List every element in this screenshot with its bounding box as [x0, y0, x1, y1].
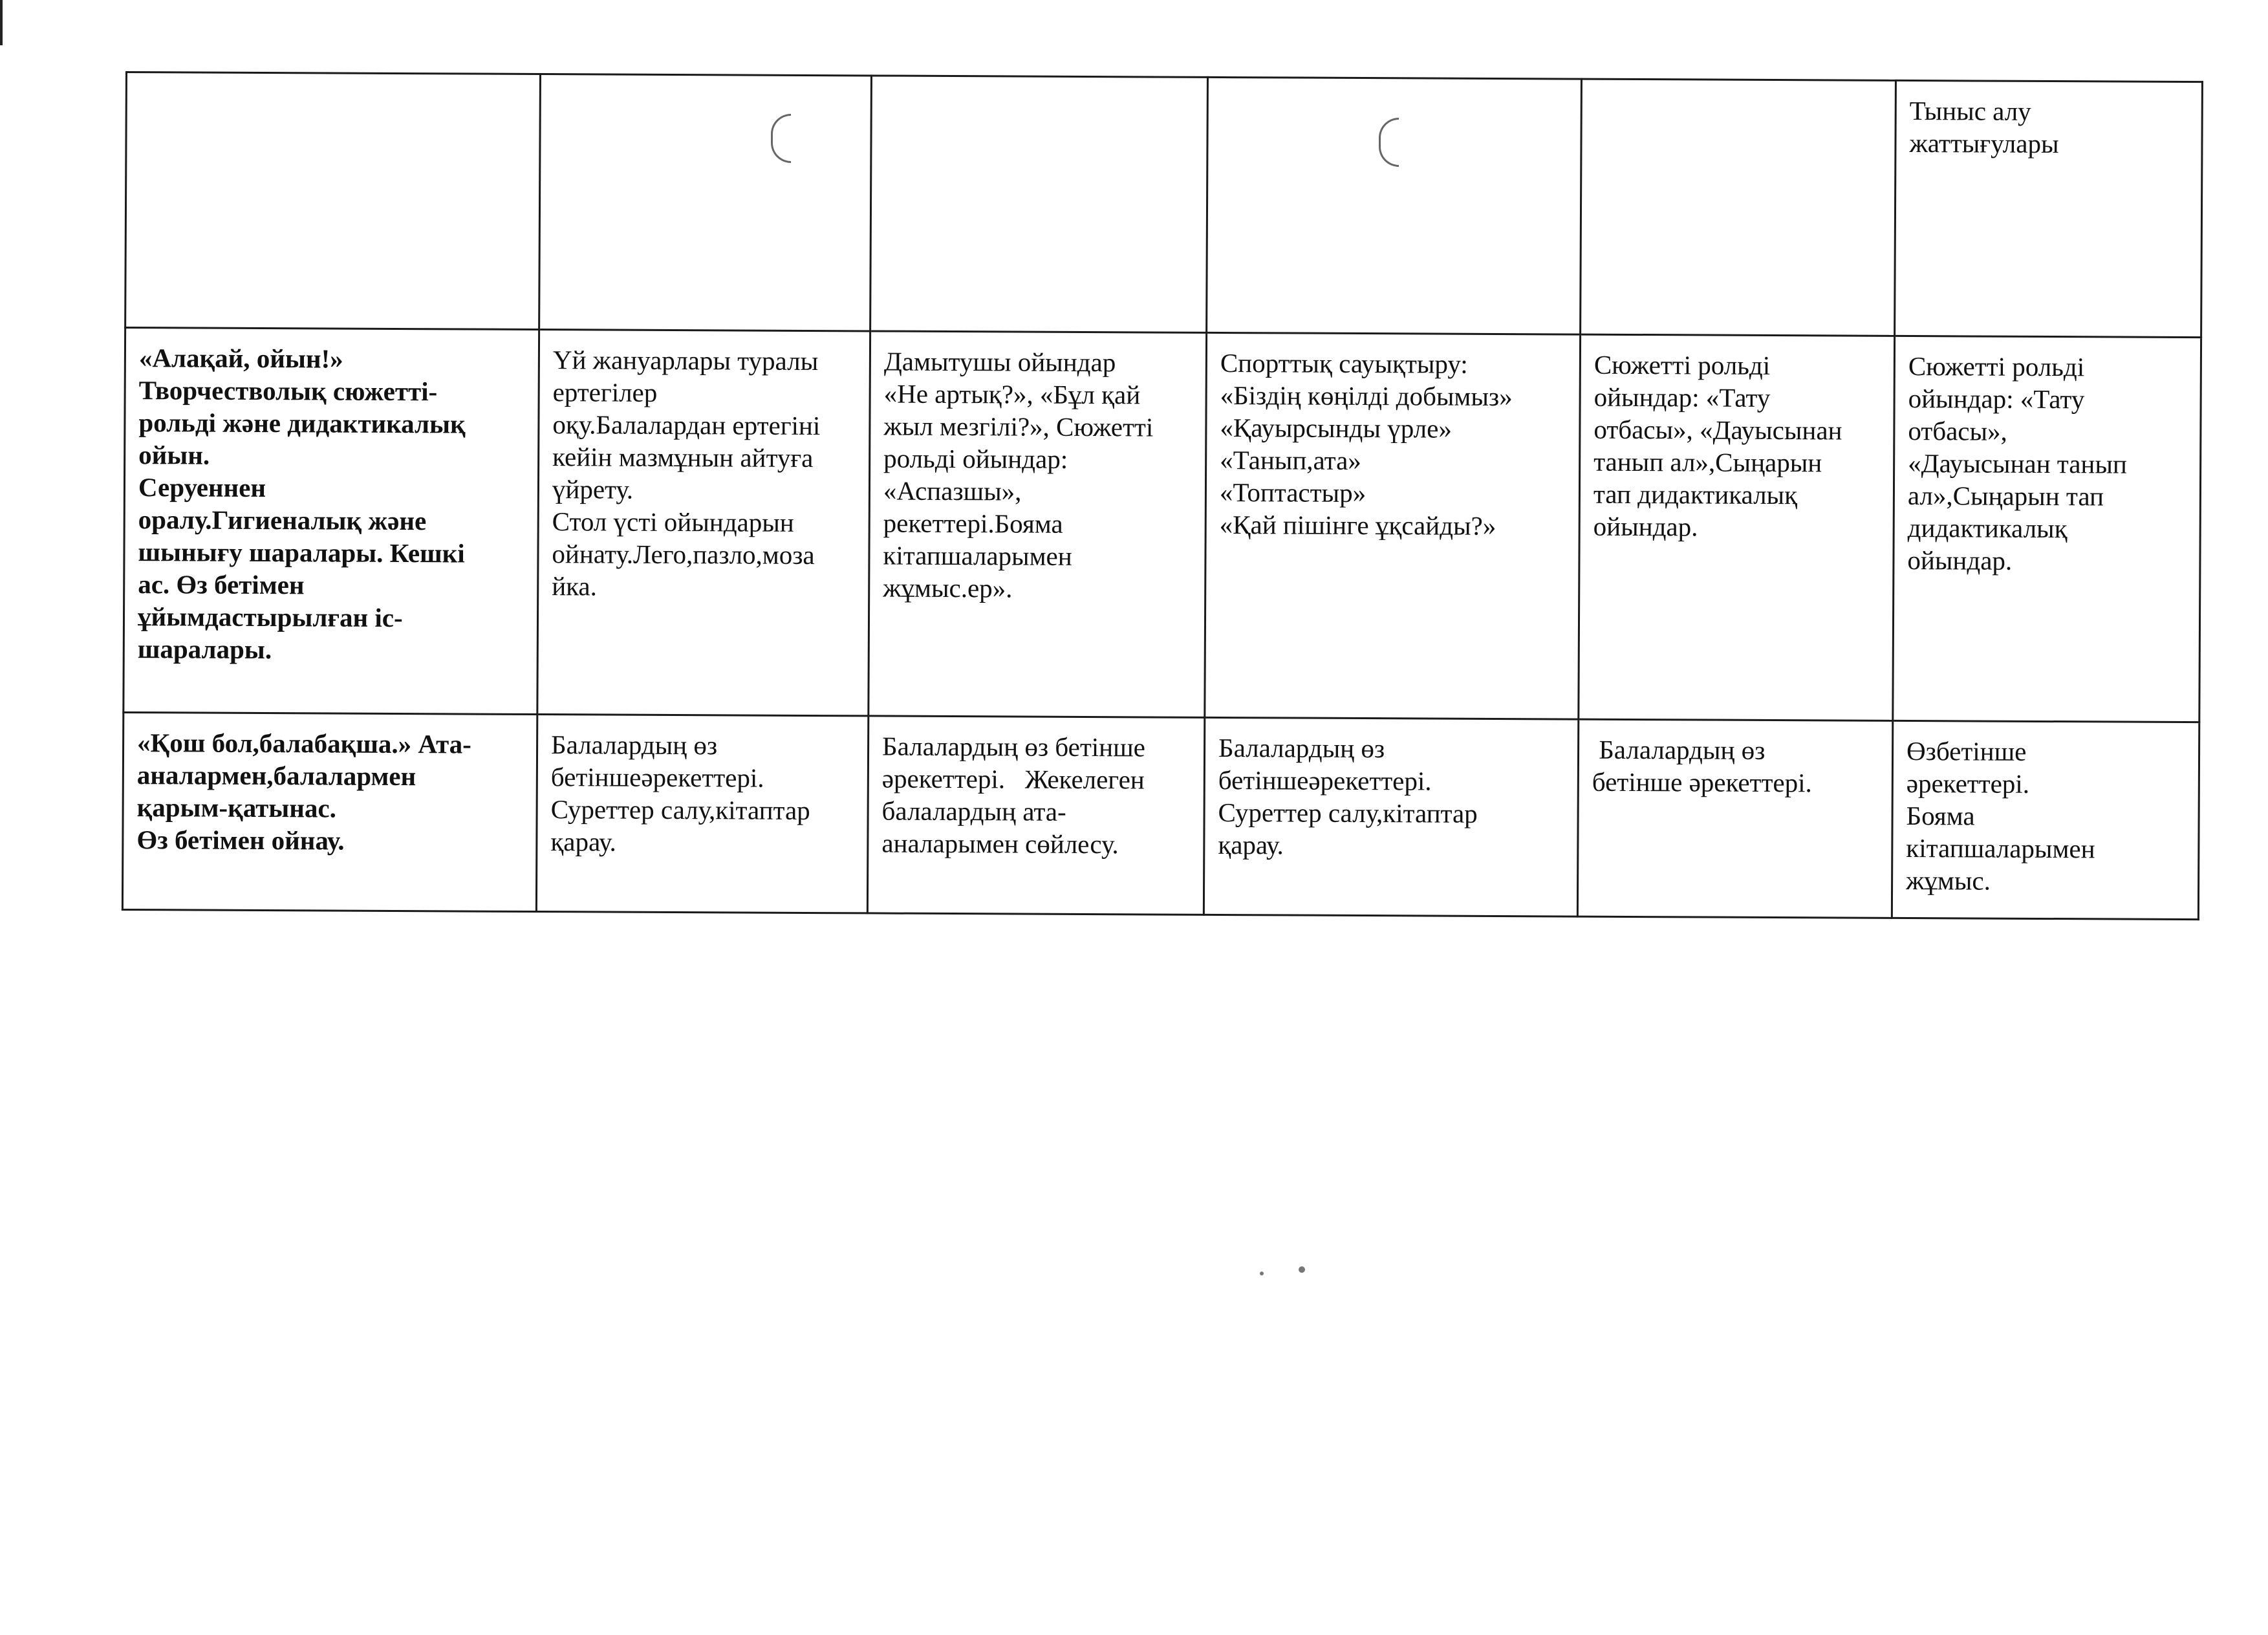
text-line: «Алақай, ойын!»	[138, 343, 343, 374]
text-line: рольді және дидактикалық	[138, 407, 466, 439]
text-line: кітапшаларымен	[1906, 832, 2095, 864]
text-line: «Топтастыр»	[1219, 477, 1366, 508]
cell-evening-tuesday	[869, 331, 1207, 717]
text-line: Балалардың өз бетінше	[881, 731, 1146, 763]
text-line: кітапшаларымен	[883, 540, 1072, 571]
text-line: «Дауысынан танып	[1908, 448, 2128, 479]
text-line: рекеттері.Бояма	[883, 508, 1063, 539]
text-line: үйрету.	[552, 474, 634, 504]
text-line: жыл мезгілі?», Сюжетті	[883, 411, 1154, 442]
table-row-evening-activities	[124, 328, 2201, 722]
cell-evening-monday	[537, 330, 870, 716]
text-line: жұмыс.	[1906, 865, 1991, 896]
text-line: Суреттер салу,кітаптар	[1218, 797, 1478, 828]
text-line: «Біздің көңілді добымыз»	[1220, 380, 1513, 412]
text-line: Суреттер салу,кітаптар	[550, 794, 810, 826]
table-row-farewell	[122, 712, 2199, 919]
text-line: Дамытушы ойындар	[883, 346, 1116, 378]
text-line: қарау.	[1218, 829, 1284, 860]
cell-farewell-wednesday	[1204, 717, 1578, 916]
page-edge-mark	[0, 0, 3, 45]
text-line: «Қай пішінге ұқсайды?»	[1219, 509, 1496, 541]
text-line: ойын.	[138, 440, 210, 470]
text-line: Тыныс алу	[1909, 96, 2031, 126]
header-cell-empty	[870, 76, 1208, 332]
text-line: рольді ойындар:	[883, 443, 1068, 474]
row-title-evening	[124, 328, 539, 715]
text-line: қарым-қатынас.	[136, 792, 337, 823]
text-line: бетіншеәрекеттері.	[550, 762, 764, 793]
text-line: «Аспазшы»,	[883, 475, 1022, 506]
text-line: қарау.	[550, 827, 616, 857]
text-line: жұмыс.ер».	[883, 572, 1013, 603]
scan-speck	[1299, 1266, 1305, 1273]
text-line: әрекеттері.	[1906, 768, 2030, 799]
text-line: Бояма	[1906, 800, 1975, 831]
text-line: шаралары.	[137, 634, 272, 665]
text-line: Балалардың өз	[1218, 732, 1385, 764]
cell-farewell-monday	[536, 715, 868, 913]
text-line: ал»,Сыңарын тап	[1907, 480, 2104, 512]
cell-evening-thursday	[1579, 334, 1895, 720]
text-line: Стол үсті ойындарын	[552, 506, 794, 537]
text-line: Балалардың өз	[550, 730, 718, 761]
text-line: Үй жануарлары туралы	[552, 345, 819, 376]
scan-speck	[1260, 1272, 1264, 1275]
text-line: ойындар: «Тату	[1593, 382, 1771, 413]
daily-plan-table	[122, 71, 2203, 920]
row-title-farewell	[122, 712, 537, 911]
text-line: бетіншеәрекеттері.	[1218, 764, 1432, 796]
text-line: Сюжетті рольді	[1908, 351, 2085, 382]
header-cell-empty	[539, 74, 872, 331]
text-line: шынығу шаралары. Кешкі	[138, 537, 465, 568]
text-line: Өз бетімен ойнау.	[136, 825, 345, 856]
text-line: ертегілер	[552, 377, 658, 407]
header-cell-empty	[125, 72, 541, 330]
text-line: ойнату.Лего,пазло,моза	[552, 539, 815, 570]
text-line: ойындар.	[1593, 511, 1698, 542]
text-line: жаттығулары	[1909, 128, 2059, 159]
text-line: ас. Өз бетімен	[138, 569, 305, 600]
text-line: «Танып,ата»	[1220, 444, 1361, 476]
text-line: отбасы», «Дауысынан	[1593, 414, 1842, 446]
text-line: отбасы»,	[1908, 415, 2007, 446]
text-line: Балалардың өз	[1592, 734, 1766, 765]
text-line: танып ал»,Сыңарын	[1593, 446, 1822, 478]
text-line: Творчестволық сюжетті-	[138, 375, 438, 407]
text-line: Спорттық сауықтыру:	[1220, 347, 1468, 379]
text-line: Сюжетті рольді	[1593, 349, 1771, 380]
text-line: аналарымен сөйлесу.	[881, 828, 1119, 860]
table-header-row	[125, 72, 2203, 338]
text-line: Серуеннен	[138, 472, 266, 503]
cell-evening-friday	[1893, 336, 2201, 722]
cell-farewell-thursday	[1577, 719, 1892, 918]
text-line: кейін мазмұнын айтуға	[552, 442, 814, 473]
header-cell-empty	[1581, 79, 1896, 336]
text-line: аналармен,балалармен	[136, 760, 416, 792]
text-line: оралу.Гигиеналық және	[138, 504, 427, 536]
text-line: ойындар.	[1907, 545, 2013, 576]
cell-evening-wednesday	[1205, 332, 1581, 719]
text-line: бетінше әрекеттері.	[1592, 766, 1812, 798]
text-line: «Қауырсынды үрле»	[1220, 412, 1453, 444]
text-line: «Қош бол,балабақша.» Ата-	[136, 728, 471, 759]
text-line: тап дидактикалық	[1593, 479, 1798, 510]
text-line: ұйымдастырылған іс-	[137, 601, 403, 633]
header-cell-breathing-exercises	[1895, 80, 2203, 337]
text-line: балалардың ата-	[881, 796, 1066, 827]
text-line: Өзбетінше	[1906, 735, 2027, 766]
text-line: «Не артық?», «Бұл қай	[883, 378, 1141, 410]
text-line: ойындар: «Тату	[1908, 383, 2085, 415]
header-cell-empty	[1207, 77, 1582, 334]
text-line: йка.	[552, 571, 598, 601]
text-line: дидактикалық	[1907, 512, 2068, 544]
text-line: оқу.Балалардан ертегіні	[552, 409, 821, 441]
cell-farewell-friday	[1892, 720, 2199, 919]
cell-farewell-tuesday	[867, 716, 1204, 915]
text-line: әрекеттері. Жекелеген	[881, 763, 1145, 795]
